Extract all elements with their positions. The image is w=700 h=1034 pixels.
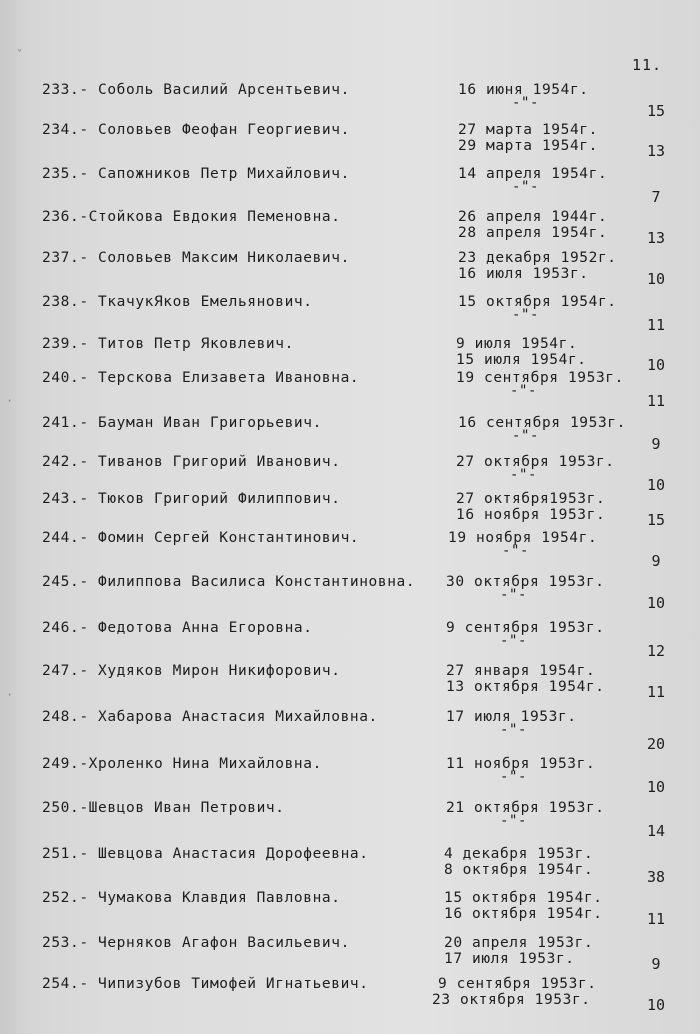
- entry-number: 239.: [42, 336, 80, 352]
- paper-speck: ˇ: [16, 48, 24, 62]
- entry-date-second: 15 июля 1954г.: [456, 352, 587, 368]
- entry-ditto-mark: -"-: [500, 587, 528, 603]
- entry-person-name: Чипизубов Тимофей Игнатьевич.: [98, 976, 369, 992]
- list-entry: [0, 209, 700, 249]
- entry-count: 10: [646, 476, 666, 494]
- entry-count: 9: [651, 435, 661, 453]
- entry-date-first: 9 сентября 1953г.: [438, 976, 597, 992]
- entry-date-first: 27 октября1953г.: [456, 491, 606, 507]
- entry-number: 247.: [42, 663, 80, 679]
- entry-separator: -: [79, 935, 98, 951]
- entry-count: 10: [646, 594, 666, 612]
- entry-separator: -: [79, 250, 98, 266]
- list-entry: [0, 250, 700, 290]
- entry-name-line: [42, 620, 313, 636]
- entry-name-line: [42, 122, 350, 138]
- entry-person-name: ТкачукЯков Емельянович.: [98, 294, 313, 310]
- entry-number: 244.: [42, 530, 80, 546]
- list-entry: [0, 530, 700, 570]
- entry-ditto-mark: -"-: [510, 467, 538, 483]
- entry-number: 236.: [42, 209, 80, 225]
- entry-name-line: [42, 935, 350, 951]
- entry-separator: -: [79, 122, 98, 138]
- entry-separator: -: [79, 166, 98, 182]
- entry-name-line: [42, 530, 359, 546]
- entry-date-first: 17 июля 1953г.: [446, 709, 577, 725]
- list-entry: [0, 890, 700, 930]
- entry-count: 11: [646, 316, 666, 334]
- paper-speck: ·: [6, 394, 14, 408]
- entry-date-first: 19 сентября 1953г.: [456, 370, 624, 386]
- list-entry: [0, 846, 700, 886]
- entry-count: 9: [651, 552, 661, 570]
- entry-count: 13: [646, 229, 666, 247]
- entry-person-name: Сапожников Петр Михайлович.: [98, 166, 350, 182]
- list-entry: [0, 294, 700, 334]
- list-entry: [0, 454, 700, 494]
- entry-count: 10: [646, 270, 666, 288]
- entry-date-first: 23 декабря 1952г.: [458, 250, 617, 266]
- entry-number: 242.: [42, 454, 80, 470]
- entry-ditto-mark: -"-: [502, 543, 530, 559]
- entry-number: 248.: [42, 709, 80, 725]
- entry-ditto-mark: -"-: [500, 633, 528, 649]
- list-entry: [0, 663, 700, 703]
- entry-person-name: Бауман Иван Григорьевич.: [98, 415, 322, 431]
- entry-number: 237.: [42, 250, 80, 266]
- entry-count: 20: [646, 735, 666, 753]
- entry-name-line: [42, 756, 322, 772]
- list-entry: [0, 415, 700, 455]
- entry-ditto-mark: -"-: [512, 428, 540, 444]
- entry-date-second: 16 ноября 1953г.: [456, 507, 606, 523]
- entry-count: 15: [646, 102, 666, 120]
- entry-person-name: Титов Петр Яковлевич.: [98, 336, 294, 352]
- entry-number: 254.: [42, 976, 80, 992]
- entry-date-second: 28 апреля 1954г.: [458, 225, 608, 241]
- entry-count: 12: [646, 642, 666, 660]
- entry-name-line: [42, 82, 350, 98]
- entry-person-name: Хроленко Нина Михайловна.: [88, 756, 322, 772]
- list-entry: [0, 709, 700, 753]
- entry-number: 241.: [42, 415, 80, 431]
- entry-person-name: Худяков Мирон Никифорович.: [98, 663, 341, 679]
- entry-person-name: Стойкова Евдокия Пеменовна.: [88, 209, 341, 225]
- entry-date-first: 21 октября 1953г.: [446, 800, 605, 816]
- entry-number: 250.: [42, 800, 80, 816]
- list-entry: [0, 574, 700, 614]
- entry-date-first: 26 апреля 1944г.: [458, 209, 608, 225]
- entry-number: 243.: [42, 491, 80, 507]
- entry-date-first: 27 октября 1953г.: [456, 454, 615, 470]
- entry-number: 245.: [42, 574, 80, 590]
- entry-date-first: 15 октября 1954г.: [458, 294, 617, 310]
- entry-date-first: 14 апреля 1954г.: [458, 166, 608, 182]
- entry-name-line: [42, 574, 415, 590]
- list-entry: [0, 122, 700, 162]
- entry-date-first: 27 марта 1954г.: [458, 122, 598, 138]
- entry-name-line: [42, 336, 294, 352]
- entry-date-second: 23 октября 1953г.: [432, 992, 591, 1008]
- list-entry: [0, 800, 700, 840]
- entry-date-first: 19 ноября 1954г.: [448, 530, 598, 546]
- entry-person-name: Хабарова Анастасия Михайловна.: [98, 709, 378, 725]
- entry-date-second: 29 марта 1954г.: [458, 138, 598, 154]
- entry-date-first: 16 сентября 1953г.: [458, 415, 626, 431]
- list-entry: [0, 976, 700, 1016]
- entry-separator: -: [79, 82, 98, 98]
- entry-number: 233.: [42, 82, 80, 98]
- entry-name-line: [42, 454, 341, 470]
- entry-date-first: 11 ноября 1953г.: [446, 756, 596, 772]
- entry-date-first: 27 января 1954г.: [446, 663, 596, 679]
- entry-separator: -: [79, 976, 98, 992]
- entry-ditto-mark: -"-: [500, 813, 528, 829]
- entry-count: 10: [646, 996, 666, 1014]
- entry-date-first: 4 декабря 1953г.: [444, 846, 594, 862]
- entry-ditto-mark: -"-: [512, 307, 540, 323]
- entry-separator: -: [79, 709, 98, 725]
- entry-person-name: Чумакова Клавдия Павловна.: [98, 890, 341, 906]
- entry-separator: -: [79, 846, 98, 862]
- entry-separator: -: [79, 491, 98, 507]
- entry-count: 11: [646, 683, 666, 701]
- entry-separator: -: [79, 663, 98, 679]
- entry-number: 253.: [42, 935, 80, 951]
- entry-name-line: [42, 846, 369, 862]
- entry-name-line: [42, 976, 369, 992]
- entry-separator: -: [79, 336, 98, 352]
- list-entry: [0, 935, 700, 975]
- entry-number: 234.: [42, 122, 80, 138]
- entry-ditto-mark: -"-: [500, 769, 528, 785]
- entry-date-second: 13 октября 1954г.: [446, 679, 605, 695]
- entry-separator: -: [79, 756, 89, 772]
- entry-count: 13: [646, 142, 666, 160]
- entry-ditto-mark: -"-: [510, 383, 538, 399]
- entry-number: 251.: [42, 846, 80, 862]
- entry-person-name: Шевцов Иван Петрович.: [88, 800, 285, 816]
- entry-separator: -: [79, 574, 98, 590]
- entry-number: 240.: [42, 370, 80, 386]
- entry-name-line: [42, 709, 378, 725]
- list-entry: [0, 491, 700, 531]
- entry-name-line: [42, 415, 322, 431]
- entry-separator: -: [79, 370, 98, 386]
- entry-person-name: Филиппова Василиса Константиновна.: [98, 574, 416, 590]
- entry-person-name: Тиванов Григорий Иванович.: [98, 454, 341, 470]
- entry-date-first: 9 сентября 1953г.: [446, 620, 605, 636]
- entry-number: 249.: [42, 756, 80, 772]
- entry-count: 38: [646, 868, 666, 886]
- entry-name-line: [42, 890, 341, 906]
- entry-separator: -: [79, 890, 98, 906]
- entry-count: 14: [646, 822, 666, 840]
- entry-separator: -: [79, 415, 98, 431]
- entry-count: 11: [646, 392, 666, 410]
- entry-date-first: 30 октября 1953г.: [446, 574, 605, 590]
- entry-person-name: Черняков Агафон Васильевич.: [98, 935, 350, 951]
- entry-ditto-mark: -"-: [500, 722, 528, 738]
- list-entry: [0, 166, 700, 206]
- entry-separator: -: [79, 294, 98, 310]
- entry-person-name: Соболь Василий Арсентьевич.: [98, 82, 350, 98]
- entry-date-second: 16 октября 1954г.: [444, 906, 603, 922]
- entry-count: 15: [646, 511, 666, 529]
- entry-date-first: 20 апреля 1953г.: [444, 935, 594, 951]
- entry-separator: -: [79, 620, 98, 636]
- entry-name-line: [42, 209, 341, 225]
- list-entry: [0, 756, 700, 796]
- entry-date-first: 15 октября 1954г.: [444, 890, 603, 906]
- entry-person-name: Терскова Елизавета Ивановна.: [98, 370, 360, 386]
- list-entry: [0, 620, 700, 660]
- entry-person-name: Федотова Анна Егоровна.: [98, 620, 313, 636]
- entry-count: 7: [651, 188, 661, 206]
- entry-name-line: [42, 370, 359, 386]
- entry-person-name: Тюков Григорий Филиппович.: [98, 491, 341, 507]
- entry-count: 9: [651, 955, 661, 973]
- entry-ditto-mark: -"-: [512, 95, 540, 111]
- entry-number: 235.: [42, 166, 80, 182]
- entry-count: 10: [646, 356, 666, 374]
- entry-ditto-mark: -"-: [512, 179, 540, 195]
- entry-count: 11: [646, 910, 666, 928]
- entry-separator: -: [79, 800, 89, 816]
- entry-name-line: [42, 166, 350, 182]
- entry-date-second: 8 октября 1954г.: [444, 862, 594, 878]
- entry-person-name: Фомин Сергей Константинович.: [98, 530, 360, 546]
- entry-date-second: 17 июля 1953г.: [444, 951, 575, 967]
- entry-name-line: [42, 663, 341, 679]
- list-entry: [0, 82, 700, 122]
- entry-number: 252.: [42, 890, 80, 906]
- entry-date-first: 16 июня 1954г.: [458, 82, 589, 98]
- entry-name-line: [42, 800, 285, 816]
- entry-name-line: [42, 250, 350, 266]
- entry-number: 238.: [42, 294, 80, 310]
- entry-separator: -: [79, 209, 89, 225]
- page-number: 11.: [632, 56, 663, 74]
- entry-separator: -: [79, 454, 98, 470]
- entry-name-line: [42, 294, 313, 310]
- entry-separator: -: [79, 530, 98, 546]
- entry-date-first: 9 июля 1954г.: [456, 336, 578, 352]
- entry-count: 10: [646, 778, 666, 796]
- entry-person-name: Шевцова Анастасия Дорофеевна.: [98, 846, 369, 862]
- entry-person-name: Соловьев Максим Николаевич.: [98, 250, 350, 266]
- entry-date-second: 16 июля 1953г.: [458, 266, 589, 282]
- list-entry: [0, 370, 700, 410]
- entry-name-line: [42, 491, 341, 507]
- entry-number: 246.: [42, 620, 80, 636]
- entry-person-name: Соловьев Феофан Георгиевич.: [98, 122, 350, 138]
- paper-speck: ·: [6, 688, 14, 702]
